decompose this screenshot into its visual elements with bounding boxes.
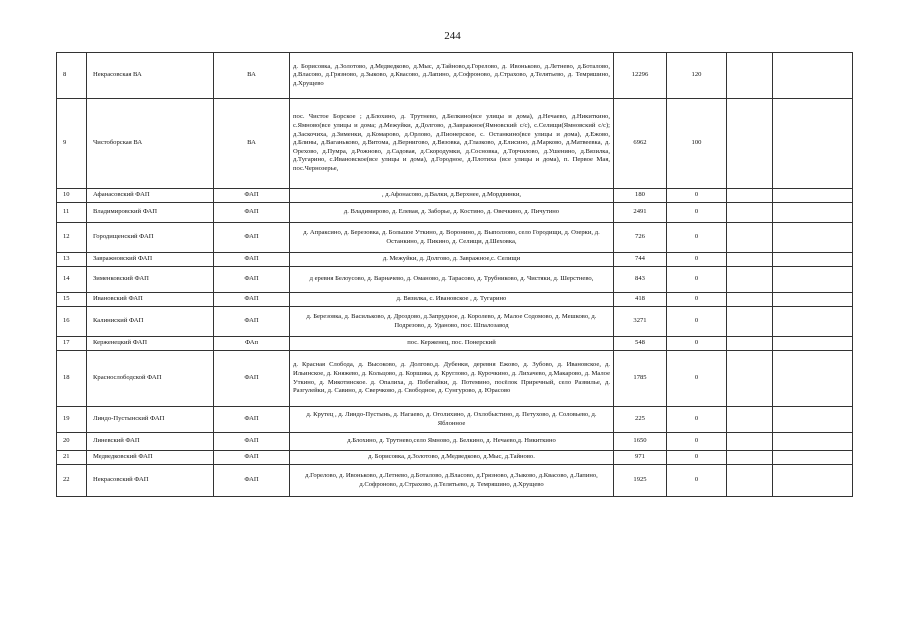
empty-cell bbox=[773, 337, 853, 351]
table-row bbox=[57, 223, 853, 253]
empty-cell bbox=[727, 407, 773, 433]
empty-cell bbox=[773, 53, 853, 99]
empty-cell bbox=[773, 203, 853, 223]
table-row bbox=[57, 203, 853, 223]
population-count: 1650 bbox=[614, 433, 667, 451]
facility-name: Афанасовский ФАП bbox=[87, 189, 214, 203]
row-number: 19 bbox=[57, 407, 87, 433]
empty-cell bbox=[727, 189, 773, 203]
served-settlements: д. Владимирово, д. Елевая, д. Заборье, д. Костино, д. Овечкино, д. Пичутино bbox=[290, 203, 614, 223]
served-settlements: д. Березовка, д. Васильково, д. Дроздово, д.Запрудное, д. Королево, д. Малое Содомово, д. Мешково, д. Подрезово, д. Уданово, пос. Шпалозавод bbox=[290, 307, 614, 337]
empty-cell bbox=[773, 307, 853, 337]
row-number: 14 bbox=[57, 267, 87, 293]
table-row bbox=[57, 337, 853, 351]
row-number: 9 bbox=[57, 99, 87, 189]
population-count: 1925 bbox=[614, 465, 667, 497]
facility-type: ФАП bbox=[214, 189, 290, 203]
facility-type: ФАП bbox=[214, 451, 290, 465]
facility-name: Краснослободской ФАП bbox=[87, 351, 214, 407]
facility-name: Линдо-Пустынский ФАП bbox=[87, 407, 214, 433]
value-count: 0 bbox=[667, 337, 727, 351]
facility-name: Линевский ФАП bbox=[87, 433, 214, 451]
value-count: 0 bbox=[667, 351, 727, 407]
facility-name: Ивановский ФАП bbox=[87, 293, 214, 307]
value-count: 0 bbox=[667, 451, 727, 465]
served-settlements: д. Вязилка, с. Ивановское , д. Тугарино bbox=[290, 293, 614, 307]
facility-type: ФАП bbox=[214, 293, 290, 307]
table-row bbox=[57, 99, 853, 189]
table-row bbox=[57, 433, 853, 451]
population-count: 180 bbox=[614, 189, 667, 203]
served-settlements: , д.Афонасово, д.Валки, д.Верхнее, д.Мордвинки, bbox=[290, 189, 614, 203]
facility-name: Некрасовский ФАП bbox=[87, 465, 214, 497]
population-count: 6962 bbox=[614, 99, 667, 189]
population-count: 2491 bbox=[614, 203, 667, 223]
empty-cell bbox=[727, 267, 773, 293]
served-settlements: д еревня Белоусово, д. Варначево, д. Оманово, д. Тарасово, д. Трубниково, д. Чистяки, д. Шерстнево, bbox=[290, 267, 614, 293]
population-count: 971 bbox=[614, 451, 667, 465]
facility-type: ФАП bbox=[214, 203, 290, 223]
empty-cell bbox=[773, 451, 853, 465]
facility-name: Калиниский ФАП bbox=[87, 307, 214, 337]
facility-type: ФАП bbox=[214, 465, 290, 497]
value-count: 0 bbox=[667, 253, 727, 267]
facility-type: ФАП bbox=[214, 307, 290, 337]
served-settlements: д. Красная Слобода, д. Высоково, д. Долгово,д. Дубенки, деревня Ежово, д. Зубово, д. Ивановское, д. Ильинское, д. Княжево, д. Кольцово, д. Коршика, д. Круглово, д. Курочкино, д. Лихачево, д.Макарово, д. Малое Уткино, д. Микотинское. д. Опалиха, д. Побегайки, д. Потемино, посёлок Приречный, село Развилье, д. Разгулейки, д. Савино, д. Сверчково, д. Свободное, д. Сунгурово, д. Юрасово bbox=[290, 351, 614, 407]
table-row bbox=[57, 407, 853, 433]
row-number: 12 bbox=[57, 223, 87, 253]
table-row bbox=[57, 267, 853, 293]
row-number: 20 bbox=[57, 433, 87, 451]
facility-name: Зименковский ФАП bbox=[87, 267, 214, 293]
population-count: 225 bbox=[614, 407, 667, 433]
facility-name: Городищенский ФАП bbox=[87, 223, 214, 253]
table-row bbox=[57, 189, 853, 203]
row-number: 17 bbox=[57, 337, 87, 351]
empty-cell bbox=[727, 351, 773, 407]
population-count: 12296 bbox=[614, 53, 667, 99]
facilities-table bbox=[56, 52, 853, 497]
table-row bbox=[57, 307, 853, 337]
population-count: 3271 bbox=[614, 307, 667, 337]
table-row bbox=[57, 253, 853, 267]
facility-type: ФАП bbox=[214, 253, 290, 267]
value-count: 0 bbox=[667, 267, 727, 293]
population-count: 744 bbox=[614, 253, 667, 267]
value-count: 0 bbox=[667, 433, 727, 451]
row-number: 21 bbox=[57, 451, 87, 465]
row-number: 13 bbox=[57, 253, 87, 267]
served-settlements: д. Апраксино, д. Березовка, д. Большое Уткино, д. Воронино, д. Выползово, село Городищи, д. Озерки, д. Останкино, д. Пикино, д. Селищи, д.Шеховка, bbox=[290, 223, 614, 253]
empty-cell bbox=[773, 465, 853, 497]
row-number: 22 bbox=[57, 465, 87, 497]
empty-cell bbox=[727, 99, 773, 189]
population-count: 1785 bbox=[614, 351, 667, 407]
empty-cell bbox=[727, 307, 773, 337]
empty-cell bbox=[727, 53, 773, 99]
empty-cell bbox=[773, 253, 853, 267]
empty-cell bbox=[727, 337, 773, 351]
row-number: 18 bbox=[57, 351, 87, 407]
value-count: 0 bbox=[667, 293, 727, 307]
table-row bbox=[57, 451, 853, 465]
row-number: 8 bbox=[57, 53, 87, 99]
served-settlements: пос. Керженец, пос. Понерский bbox=[290, 337, 614, 351]
facility-type: ВА bbox=[214, 99, 290, 189]
page-number: 244 bbox=[444, 30, 461, 42]
value-count: 0 bbox=[667, 203, 727, 223]
value-count: 0 bbox=[667, 465, 727, 497]
population-count: 418 bbox=[614, 293, 667, 307]
value-count: 0 bbox=[667, 223, 727, 253]
facility-name: Керженецкий ФАП bbox=[87, 337, 214, 351]
facility-type: ФАП bbox=[214, 223, 290, 253]
table-row bbox=[57, 53, 853, 99]
empty-cell bbox=[727, 433, 773, 451]
facility-type: ФАП bbox=[214, 407, 290, 433]
empty-cell bbox=[727, 293, 773, 307]
row-number: 16 bbox=[57, 307, 87, 337]
served-settlements: д. Борисовка, д.Золотово, д.Медведково, д.Мыс, д.Тайново,д.Горелово, д. Ивоньково, д.Летнево, д.Боталово, д.Власово, д.Грязново, д.Зыково, д.Квасово, д.Лапино, д.Софроново, д.Страхово, д.Телятьево, д. Темряшино, д.Хрущево bbox=[290, 53, 614, 99]
table-row bbox=[57, 465, 853, 497]
population-count: 843 bbox=[614, 267, 667, 293]
empty-cell bbox=[727, 451, 773, 465]
facility-name: Медведковский ФАП bbox=[87, 451, 214, 465]
population-count: 548 bbox=[614, 337, 667, 351]
empty-cell bbox=[773, 267, 853, 293]
facility-type: ФАП bbox=[214, 433, 290, 451]
population-count: 726 bbox=[614, 223, 667, 253]
empty-cell bbox=[773, 293, 853, 307]
empty-cell bbox=[773, 223, 853, 253]
facility-name: Завражновский ФАП bbox=[87, 253, 214, 267]
row-number: 15 bbox=[57, 293, 87, 307]
table-row bbox=[57, 293, 853, 307]
empty-cell bbox=[773, 407, 853, 433]
empty-cell bbox=[773, 189, 853, 203]
value-count: 100 bbox=[667, 99, 727, 189]
facility-type: ФАП bbox=[214, 267, 290, 293]
facility-name: Чистоборская ВА bbox=[87, 99, 214, 189]
served-settlements: д. Межуйки, д. Долгово, д. Завражное,с. Селищи bbox=[290, 253, 614, 267]
row-number: 11 bbox=[57, 203, 87, 223]
empty-cell bbox=[727, 253, 773, 267]
value-count: 0 bbox=[667, 189, 727, 203]
row-number: 10 bbox=[57, 189, 87, 203]
facility-type: ФАП bbox=[214, 351, 290, 407]
facility-type: ВА bbox=[214, 53, 290, 99]
table-row bbox=[57, 351, 853, 407]
value-count: 0 bbox=[667, 407, 727, 433]
value-count: 0 bbox=[667, 307, 727, 337]
served-settlements: д. Крутец , д. Линдо-Пустынь, д. Нагаево, д. Оголихино, д. Охлобыстино, д. Петухово, д. Соловьево, д. Яблонное bbox=[290, 407, 614, 433]
facility-name: Некрасовская ВА bbox=[87, 53, 214, 99]
served-settlements: пос. Чистое Борское ; д.Блохино, д. Трутнево, д.Белкино(все улицы и дома), д.Нечаево, д.Никиткино, с.Ямново(все улицы и дома; д.Межуйки, д.Долгово, д.Завражное(Ямновский с/с), с.Селищи(Ямновский с/с); д.Заскочиха, д.Зименки, д.Комарово, д.Орлово, д.Пионерское, с. Останкино(все улицы и дома), д.Ежово, д.Блины, д.Ваганьково, д.Витома, д.Вернигово, д.Вязовка, д.Глазково, д.Елисино, д.Марково, д.Матвеевка, д. Орехово, д.Пумра, д.Рожново, д.Садовая, д.Скородумки, д.Сосновка, д.Торчилово, д.Ушенино, д.Вязилка, д.Тугарино, с.Ивановское(все улицы и дома), д.Городное, д.Плотиха (все улицы и дома), п. Первое Мая, пос.Чернозерье, bbox=[290, 99, 614, 189]
empty-cell bbox=[773, 99, 853, 189]
served-settlements: д.Блохино, д. Трутнево,село Ямново, д. Белкино, д. Нечаево,д. Никиткино bbox=[290, 433, 614, 451]
empty-cell bbox=[727, 203, 773, 223]
facility-type: ФАп bbox=[214, 337, 290, 351]
value-count: 120 bbox=[667, 53, 727, 99]
empty-cell bbox=[773, 433, 853, 451]
empty-cell bbox=[727, 465, 773, 497]
facility-name: Владимировский ФАП bbox=[87, 203, 214, 223]
empty-cell bbox=[773, 351, 853, 407]
empty-cell bbox=[727, 223, 773, 253]
served-settlements: д.Горелово, д. Ивоньково, д.Летнево, д.Боталово, д.Власово, д.Грязново, д.Зыково, д.Квасово, д.Лапино, д.Софроново, д.Страхово, д.Телятьево, д. Темряшино, д.Хрущево bbox=[290, 465, 614, 497]
served-settlements: д. Борисовка, д.Золотово, д.Медведково, д.Мыс, д.Тайново. bbox=[290, 451, 614, 465]
